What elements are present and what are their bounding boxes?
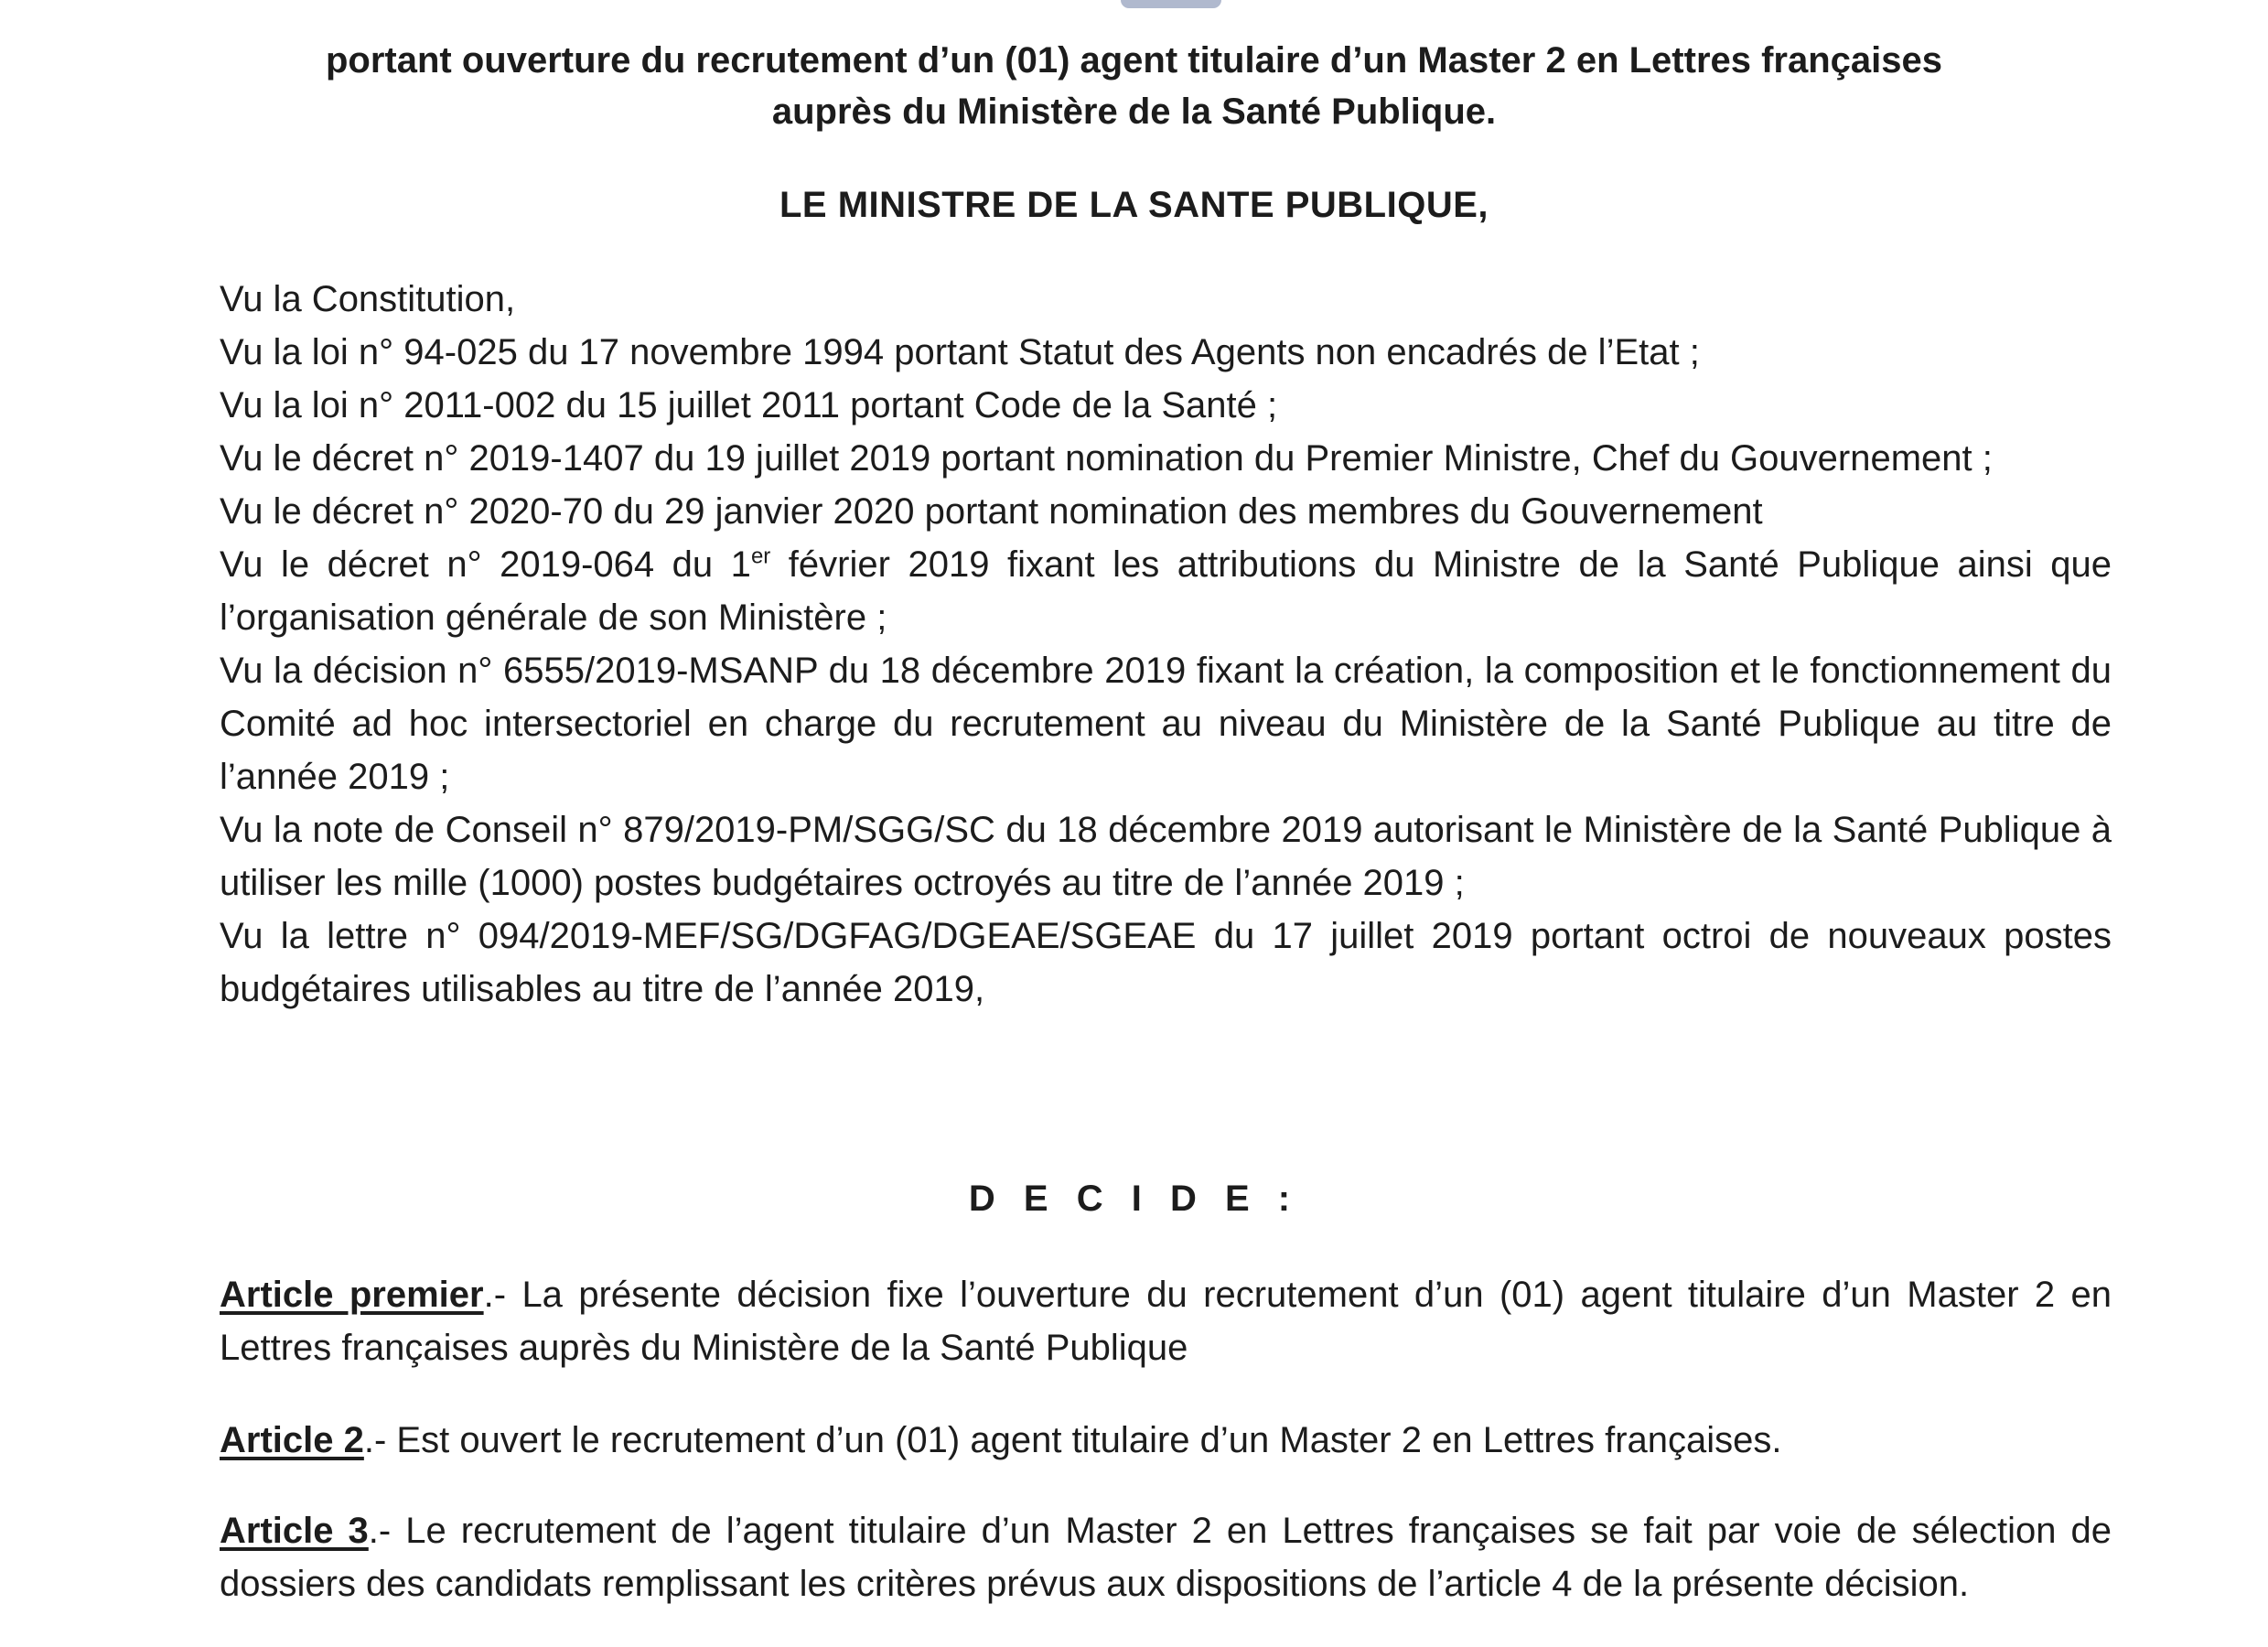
visa-item: Vu la loi n° 94-025 du 17 novembre 1994 portant Statut des Agents non encadrés de l’Etat ; <box>220 332 1700 372</box>
article-text: .- La présente décision fixe l’ouverture du recrutement d’un (01) agent titulaire d’un Master 2 en Lettres françaises auprès du Ministère de la Santé Publique <box>220 1275 2112 1368</box>
article-3 <box>220 1504 2112 1610</box>
visa-item: Vu la note de Conseil n° 879/2019-PM/SGG/SC du 18 décembre 2019 autorisant le Ministère de la Santé Publique à utiliser les mille (1000) postes budgétaires octroyés au titre de l’année 2019 ; <box>220 810 2112 903</box>
decision-subtitle <box>0 35 2268 137</box>
visa-item: Vu le décret n° 2019-1407 du 19 juillet 2019 portant nomination du Premier Ministre, Chef du Gouvernement ; <box>220 438 1993 479</box>
article-premier <box>220 1268 2112 1374</box>
visa-text-part: Vu le décret n° 2019-064 du 1 <box>220 544 751 585</box>
decide-heading: D E C I D E : <box>968 1179 1300 1219</box>
article-label: Article premier <box>220 1275 484 1315</box>
scan-ink-mark <box>1121 0 1221 8</box>
minister-heading: LE MINISTRE DE LA SANTE PUBLIQUE, <box>779 185 1489 225</box>
article-text: .- Est ouvert le recrutement d’un (01) agent titulaire d’un Master 2 en Lettres françaises. <box>363 1420 1782 1460</box>
visa-item: Vu la lettre n° 094/2019-MEF/SG/DGFAG/DGEAE/SGEAE du 17 juillet 2019 portant octroi de nouveaux postes budgétaires utilisables au titre de l’année 2019, <box>220 916 2112 1009</box>
visas-section <box>220 273 2112 1016</box>
visa-item: Vu la loi n° 2011-002 du 15 juillet 2011 portant Code de la Santé ; <box>220 385 1278 425</box>
subtitle-line-2: auprès du Ministère de la Santé Publique. <box>771 92 1497 132</box>
visa-superscript: er <box>750 544 771 569</box>
article-2 <box>220 1414 2112 1467</box>
article-label: Article 3 <box>220 1511 369 1551</box>
visa-item: Vu la Constitution, <box>220 279 516 319</box>
visa-item: Vu le décret n° 2020-70 du 29 janvier 2020 portant nomination des membres du Gouvernement <box>220 491 1763 532</box>
article-text: .- Le recrutement de l’agent titulaire d’un Master 2 en Lettres françaises se fait par voie de sélection de dossiers des candidats remplissant les critères prévus aux dispositions de l’article 4 de la présente décision. <box>220 1511 2112 1604</box>
subtitle-line-1: portant ouverture du recrutement d’un (01) agent titulaire d’un Master 2 en Lettres françaises <box>325 40 1943 81</box>
visa-text-part: février 2019 fixant les attributions du Ministre de la Santé Publique ainsi que l’organisation générale de son Ministère ; <box>220 544 2112 638</box>
visa-item <box>220 538 2112 644</box>
visa-item: Vu la décision n° 6555/2019-MSANP du 18 décembre 2019 fixant la création, la composition et le fonctionnement du Comité ad hoc intersectoriel en charge du recrutement au niveau du Ministère de la Santé Publique au titre de l’année 2019 ; <box>220 651 2112 797</box>
article-label: Article 2 <box>220 1420 364 1460</box>
